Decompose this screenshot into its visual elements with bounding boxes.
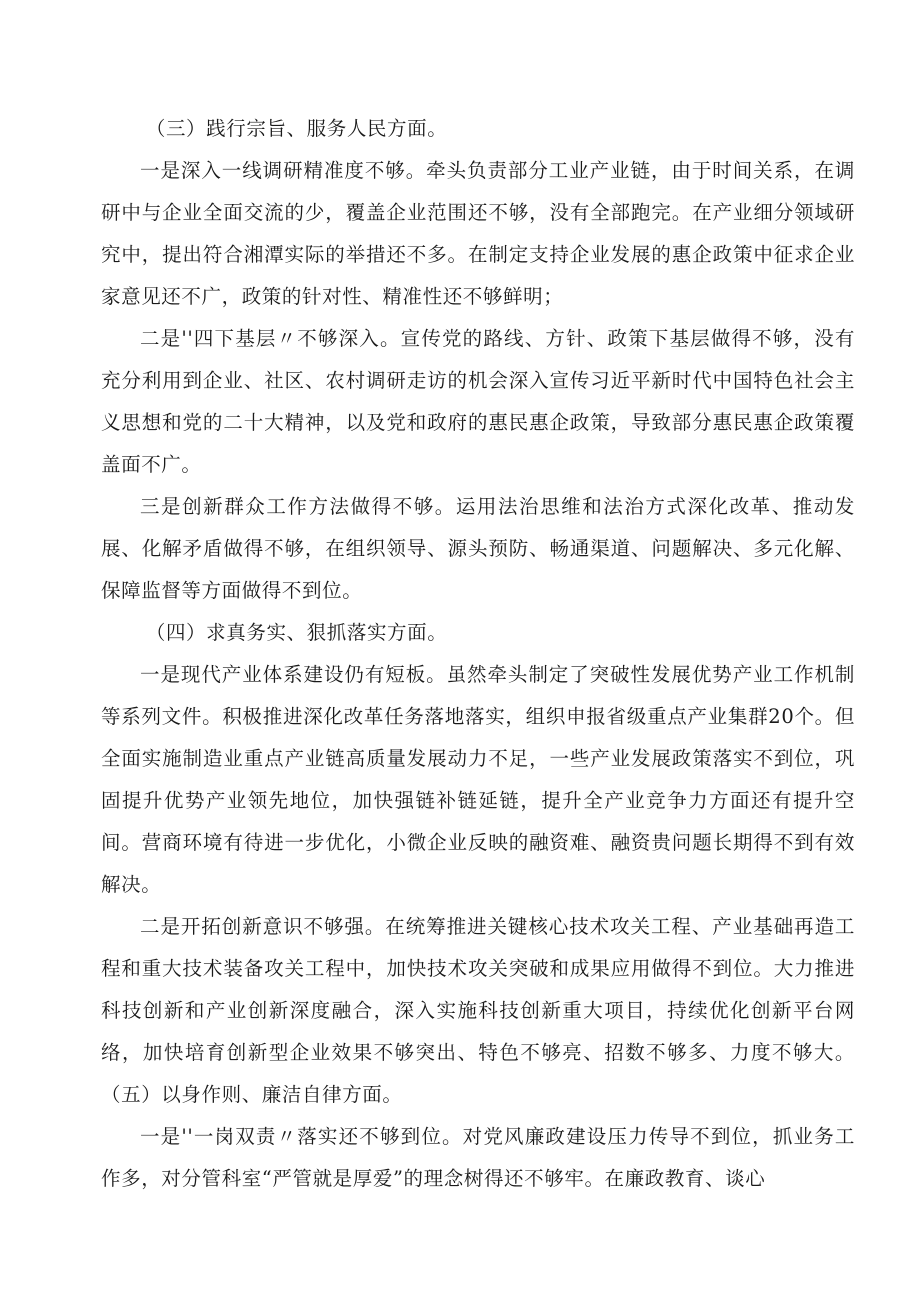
paragraph: 一是''一岗双责〃落实还不够到位。对党风廉政建设压力传导不到位，抓业务工作多，对分管科室“严管就是厚爱”的理念树得还不够牢。在廉政教育、谈心 (101, 1125, 855, 1190)
paragraph: 二是''四下基层〃不够深入。宣传党的路线、方针、政策下基层做得不够，没有充分利用到企业、社区、农村调研走访的机会深入宣传习近平新时代中国特色社会主义思想和党的二十大精神，以及党和政府的惠民惠企政策，导致部分惠民惠企政策覆盖面不广。 (101, 327, 855, 476)
paragraph: 三是创新群众工作方法做得不够。运用法治思维和法治方式深化改革、推动发展、化解矛盾做得不够，在组织领导、源头预防、畅通渠道、问题解决、多元化解、保障监督等方面做得不到位。 (101, 495, 855, 602)
paragraph: 一是现代产业体系建设仍有短板。虽然牵头制定了突破性发展优势产业工作机制等系列文件。积极推进深化改革任务落地落实，组织申报省级重点产业集群20个。但全面实施制造业重点产业链高质量发展动力不足，一些产业发展政策落实不到位，巩固提升优势产业领先地位，加快强链补链延链，提升全产业竞争力方面还有提升空间。营商环境有待进一步优化，小微企业反映的融资难、融资贵问题长期得不到有效解决。 (101, 663, 855, 896)
document-body (101, 108, 855, 1200)
paragraph: 一是深入一线调研精准度不够。牵头负责部分工业产业链，由于时间关系，在调研中与企业全面交流的少，覆盖企业范围还不够，没有全部跑完。在产业细分领域研究中，提出符合湘潭实际的举措还不多。在制定支持企业发展的惠企政策中征求企业家意见还不广，政策的针对性、精准性还不够鲜明； (101, 159, 855, 308)
section-heading-4: （四）求真务实、狠抓落实方面。 (145, 621, 448, 644)
paragraph: 二是开拓创新意识不够强。在统筹推进关键核心技术攻关工程、产业基础再造工程和重大技术装备攻关工程中，加快技术攻关突破和成果应用做得不到位。大力推进科技创新和产业创新深度融合，深入实施科技创新重大项目，持续优化创新平台网络，加快培育创新型企业效果不够突出、特色不够亮、招数不够多、力度不够大。（五）以身作则、廉洁自律方面。 (101, 915, 855, 1106)
section-heading-3: （三）践行宗旨、服务人民方面。 (145, 117, 448, 140)
